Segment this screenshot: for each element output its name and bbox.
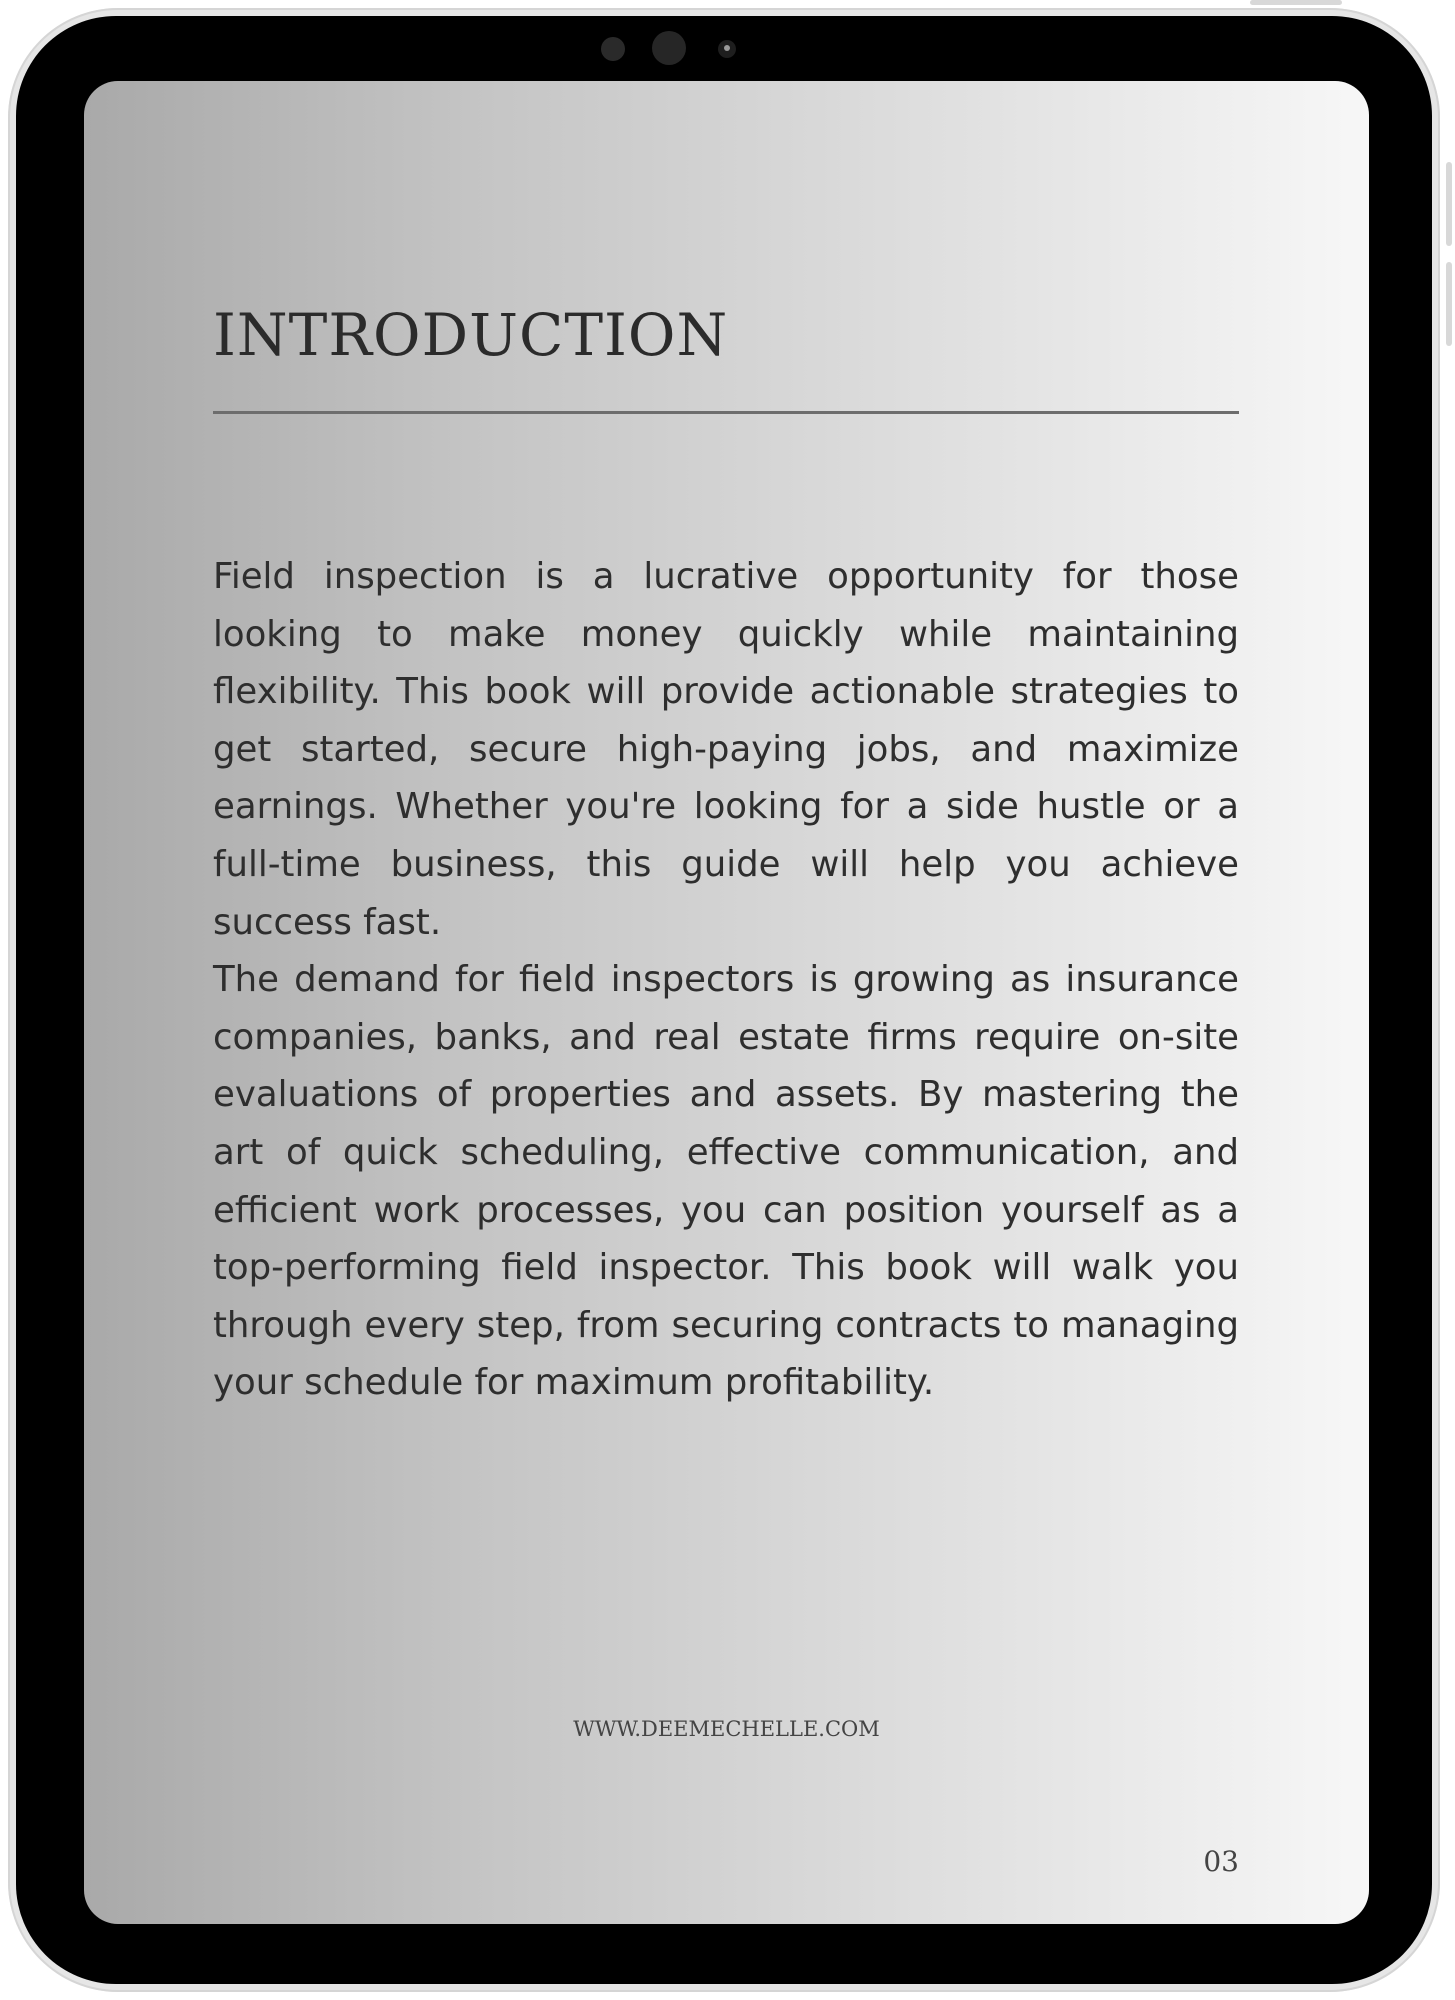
- page-title: INTRODUCTION: [213, 301, 729, 369]
- power-button: [1250, 0, 1342, 5]
- sensor-icon: [601, 37, 625, 61]
- paragraph-1: Field inspection is a lucrative opportunity for those looking to make money quickly while maintaining flexibility. This book will provide actionable strategies to get started, secure high-paying jobs, and maximize earnings. Whether you're looking for a side hustle or a full-time business, this guide will help you achieve success fast.: [213, 556, 1239, 943]
- page-number: 03: [1203, 1845, 1239, 1878]
- volume-up-button: [1446, 162, 1452, 246]
- lens-icon: [718, 40, 736, 58]
- footer-url: WWW.DEEMECHELLE.COM: [573, 1717, 880, 1741]
- volume-down-button: [1446, 262, 1452, 346]
- tablet-screen: [84, 81, 1369, 1924]
- title-divider: [213, 411, 1239, 414]
- paragraph-2: The demand for field inspectors is growing as insurance companies, banks, and real estate firms require on-site evaluations of properties and assets. By mastering the art of quick scheduling, effective communication, and efficient work processes, you can position yourself as a top-performing field inspector. This book will walk you through every step, from securing contracts to managing your schedule for maximum profitability.: [213, 959, 1239, 1404]
- camera-icon: [652, 31, 686, 65]
- body-text: [213, 548, 1239, 1412]
